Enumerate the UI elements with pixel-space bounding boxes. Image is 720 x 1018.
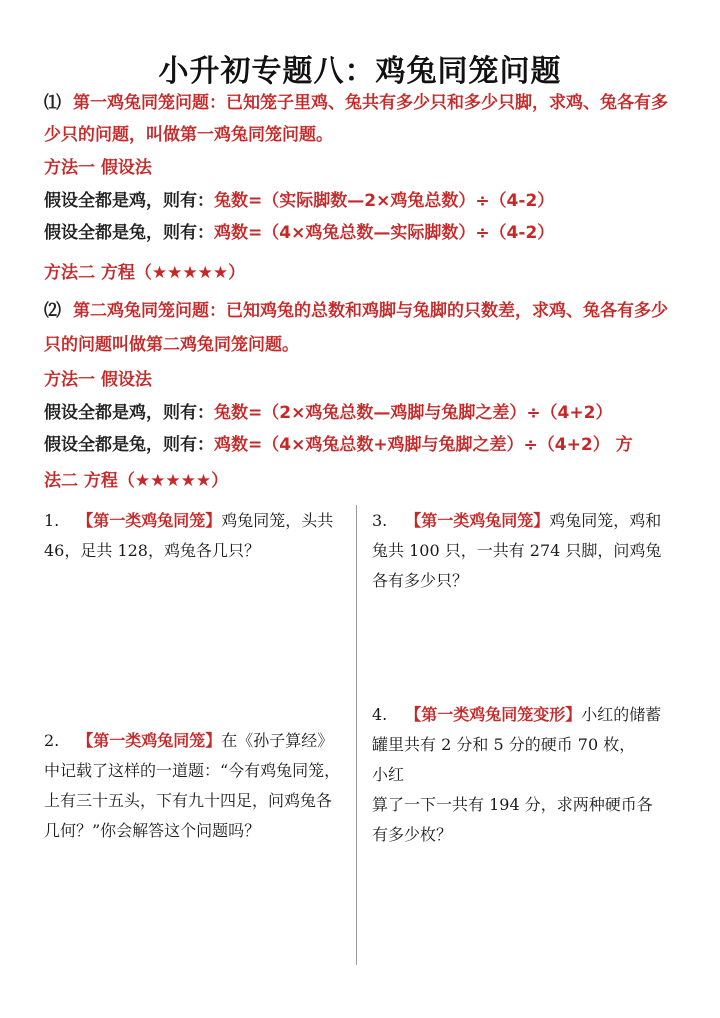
section1-formula1 bbox=[44, 186, 684, 211]
section1-formula2-prefix: 假设全都是兔，则有： bbox=[44, 223, 214, 243]
problem-3-line1 bbox=[372, 506, 692, 536]
section1-method2-title: 方法二 方程（★★★★★） bbox=[44, 263, 246, 283]
section2-method2-title: 法二 方程（★★★★★） bbox=[44, 471, 229, 491]
problem-2-line3: 上有三十五头，下有九十四足，问鸡兔各 bbox=[44, 791, 333, 810]
section2-formula2 bbox=[44, 430, 684, 455]
problem-1-text1: 鸡兔同笼，头共 bbox=[221, 511, 334, 530]
section1-intro-line2: 少只的问题，叫做第一鸡兔同笼问题。 bbox=[44, 125, 333, 145]
problem-2-line1 bbox=[44, 726, 349, 756]
problem-3-line3: 各有多少只？ bbox=[372, 571, 469, 590]
section2-number: ⑵ bbox=[44, 301, 61, 321]
section2-formula2-text: 鸡数=（4×鸡兔总数+鸡脚与兔脚之差）÷（4+2） 方 bbox=[214, 435, 633, 455]
page-title: 小升初专题八：鸡兔同笼问题 bbox=[158, 54, 562, 89]
problem-1 bbox=[44, 506, 344, 566]
section1-intro bbox=[44, 88, 684, 113]
section2-intro-line1: 第二鸡兔同笼问题：已知鸡兔的总数和鸡脚与兔脚的只数差，求鸡、兔各有多少 bbox=[73, 301, 668, 321]
section1-formula1-text: 兔数=（实际脚数—2×鸡兔总数）÷（4-2） bbox=[214, 191, 555, 211]
problem-3-tag: 【第一类鸡兔同笼】 bbox=[405, 511, 550, 530]
problem-4-index: 4. bbox=[372, 705, 388, 724]
section1-formula1-prefix: 假设全都是鸡，则有： bbox=[44, 191, 214, 211]
section2-formula1 bbox=[44, 398, 684, 423]
section2-formula1-prefix: 假设全都是鸡，则有： bbox=[44, 403, 214, 423]
section1-intro-line1: 第一鸡兔同笼问题：已知笼子里鸡、兔共有多少只和多少只脚，求鸡、兔各有多 bbox=[73, 93, 668, 113]
column-divider bbox=[356, 505, 357, 965]
problem-4 bbox=[372, 700, 692, 850]
section1-number: ⑴ bbox=[44, 93, 61, 113]
problem-3-text1: 鸡兔同笼，鸡和 bbox=[549, 511, 662, 530]
problem-2-tag: 【第一类鸡兔同笼】 bbox=[77, 731, 222, 750]
problem-4-line2: 罐里共有 2 分和 5 分的硬币 70 枚， bbox=[372, 735, 636, 754]
problem-2-index: 2. bbox=[44, 731, 60, 750]
problem-3-line2: 兔共 100 只，一共有 274 只脚，问鸡兔 bbox=[372, 541, 662, 560]
problem-1-line1 bbox=[44, 506, 344, 536]
problem-4-tag: 【第一类鸡兔同笼变形】 bbox=[405, 705, 582, 724]
section1-formula2 bbox=[44, 218, 684, 243]
problem-2-line4: 几何？”你会解答这个问题吗？ bbox=[44, 821, 261, 840]
problem-1-tag: 【第一类鸡兔同笼】 bbox=[77, 511, 222, 530]
problem-4-line3: 小红 bbox=[372, 765, 405, 784]
problem-3-index: 3. bbox=[372, 511, 388, 530]
section1-method1-title: 方法一 假设法 bbox=[44, 158, 152, 178]
problem-4-line5: 有多少枚？ bbox=[372, 825, 453, 844]
section2-intro bbox=[44, 296, 684, 321]
section2-formula1-text: 兔数=（2×鸡兔总数—鸡脚与兔脚之差）÷（4+2） bbox=[214, 403, 613, 423]
section2-formula2-prefix: 假设全都是兔，则有： bbox=[44, 435, 214, 455]
problem-3 bbox=[372, 506, 692, 596]
problem-4-line1 bbox=[372, 700, 692, 730]
problem-4-text1: 小红的储蓄 bbox=[581, 705, 662, 724]
problem-4-line4: 算了一下一共有 194 分，求两种硬币各 bbox=[372, 795, 653, 814]
problem-1-line2: 46，足共 128，鸡兔各几只？ bbox=[44, 541, 260, 560]
problem-2-line2: 中记载了这样的一道题：“今有鸡兔同笼， bbox=[44, 761, 341, 780]
section1-formula2-text: 鸡数=（4×鸡兔总数—实际脚数）÷（4-2） bbox=[214, 223, 555, 243]
problem-2 bbox=[44, 726, 349, 846]
problem-2-text1: 在《孙子算经》 bbox=[221, 731, 334, 750]
section2-intro-line2: 只的问题叫做第二鸡兔同笼问题。 bbox=[44, 335, 299, 355]
problem-1-index: 1. bbox=[44, 511, 60, 530]
section2-method1-title: 方法一 假设法 bbox=[44, 370, 152, 390]
